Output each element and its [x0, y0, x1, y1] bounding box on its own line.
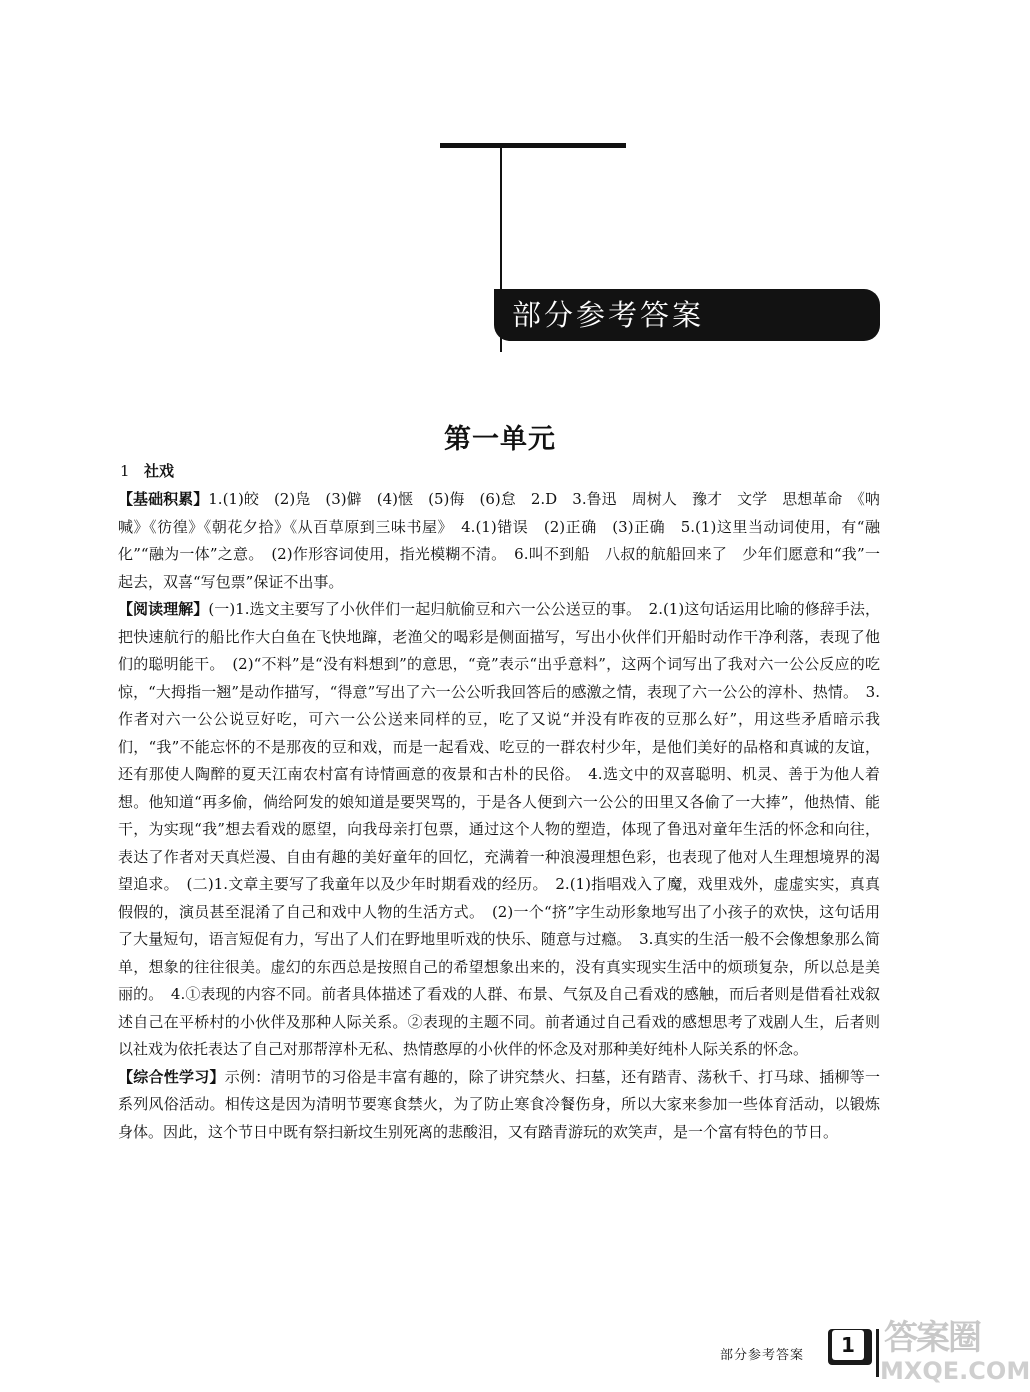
section-tag-reading: 【阅读理解】: [118, 600, 209, 618]
section-text-reading: (一)1.选文主要写了小伙伴们一起归航偷豆和六一公公送豆的事。 2.(1)这句话运用比喻的修辞手法，把快速航行的船比作大白鱼在飞快地蹿，老渔父的喝彩是侧面描写，写出小伙伴们开船时动作干净利落，表现了他们的聪明能干。 (2)“不料”是“没有料想到”的意思，“竟”表示“出乎意料”，这两个词写出了我对六一公公反应的吃惊，“大拇指一翘”是动作描写，“得意”写出了六一公公听我回答后的感激之情，表现了六一公公的淳朴、热情。 3.作者对六一公公说豆好吃，可六一公公送来同样的豆，吃了又说“并没有昨夜的豆那么好”，用这些矛盾暗示我们，“我”不能忘怀的不是那夜的豆和戏，而是一起看戏、吃豆的一群农村少年，是他们美好的品格和真诚的友谊，还有那使人陶醉的夏天江南农村富有诗情画意的夜景和古朴的民俗。 4.选文中的双喜聪明、机灵、善于为他人着想。他知道“再多偷，倘给阿发的娘知道是要哭骂的，于是各人便到六一公公的田里又各偷了一大捧”，他热情、能干，为实现“我”想去看戏的愿望，向我母亲打包票，通过这个人物的塑造，体现了鲁迅对童年生活的怀念和向往，表达了作者对天真烂漫、自由有趣的美好童年的回忆，充满着一种浪漫理想色彩，也表现了他对人生理想境界的渴望追求。 (二)1.文章主要写了我童年以及少年时期看戏的经历。 2.(1)指唱戏入了魔，戏里戏外，虚虚实实，真真假假的，演员甚至混淆了自己和戏中人物的生活方式。 (2)一个“挤”字生动形象地写出了小孩子的欢快，这句话用了大量短句，语言短促有力，写出了人们在野地里听戏的快乐、随意与过瘾。 3.真实的生活一般不会像想象那么简单，想象的往往很美。虚幻的东西总是按照自己的希望想象出来的，没有真实现实生活中的烦琐复杂，所以总是美丽的。 4.①表现的内容不同。前者具体描述了看戏的人群、布景、气氛及自己看戏的感触，而后者则是借看社戏叙述自己在平桥村的小伙伴及那种人际关系。②表现的主题不同。前者通过自己看戏的感想思考了戏剧人生，后者则以社戏为依托表达了自己对那帮淳朴无私、热情憨厚的小伙伴的怀念及对那种美好纯朴人际关系的怀念。: [118, 600, 880, 1058]
lesson-number: 1: [120, 462, 130, 480]
section-reading: [118, 596, 880, 1064]
section-tag-comprehensive: 【综合性学习】: [118, 1067, 225, 1086]
header-horizontal-line: [440, 143, 626, 148]
page-number-bar: [876, 1329, 879, 1377]
lesson-heading: [120, 459, 174, 483]
unit-title: 第一单元: [444, 424, 556, 455]
section-comprehensive: [118, 1064, 880, 1147]
watermark-logo: 答案圈: [884, 1318, 980, 1358]
footer-label: 部分参考答案: [720, 1348, 805, 1363]
section-tag-basic: 【基础积累】: [118, 490, 209, 508]
banner-title: 部分参考答案: [512, 298, 705, 332]
section-text-comprehensive: 示例：清明节的习俗是丰富有趣的，除了讲究禁火、扫墓，还有踏青、荡秋千、打马球、插柳等一系列风俗活动。相传这是因为清明节要寒食禁火，为了防止寒食冷餐伤身，所以大家来参加一些体育活动，以锻炼身体。因此，这个节日中既有祭扫新坟生别死离的悲酸泪，又有踏青游玩的欢笑声，是一个富有特色的节日。: [118, 1067, 880, 1141]
watermark-url: MXQE.COM: [880, 1357, 1030, 1385]
page-number: 1: [832, 1330, 864, 1360]
title-banner: [494, 289, 880, 341]
lesson-name: 社戏: [144, 462, 175, 480]
answer-content: [118, 486, 880, 1146]
section-text-basic: 1.(1)皎 (2)凫 (3)僻 (4)惬 (5)侮 (6)怠 2.D 3.鲁迅 周树人 豫才 文学 思想革命 《呐喊》《彷徨》《朝花夕拾》《从百草原到三味书屋》 4.(1)错误 (2)正确 (3)正确 5.(1)这里当动词使用，有“融化”“融为一体”之意。 (2)作形容词使用，指光模糊不清。 6.叫不到船 八叔的航船回来了 少年们愿意和“我”一起去，双喜“写包票”保证不出事。: [118, 490, 880, 591]
section-basic: [118, 486, 880, 596]
